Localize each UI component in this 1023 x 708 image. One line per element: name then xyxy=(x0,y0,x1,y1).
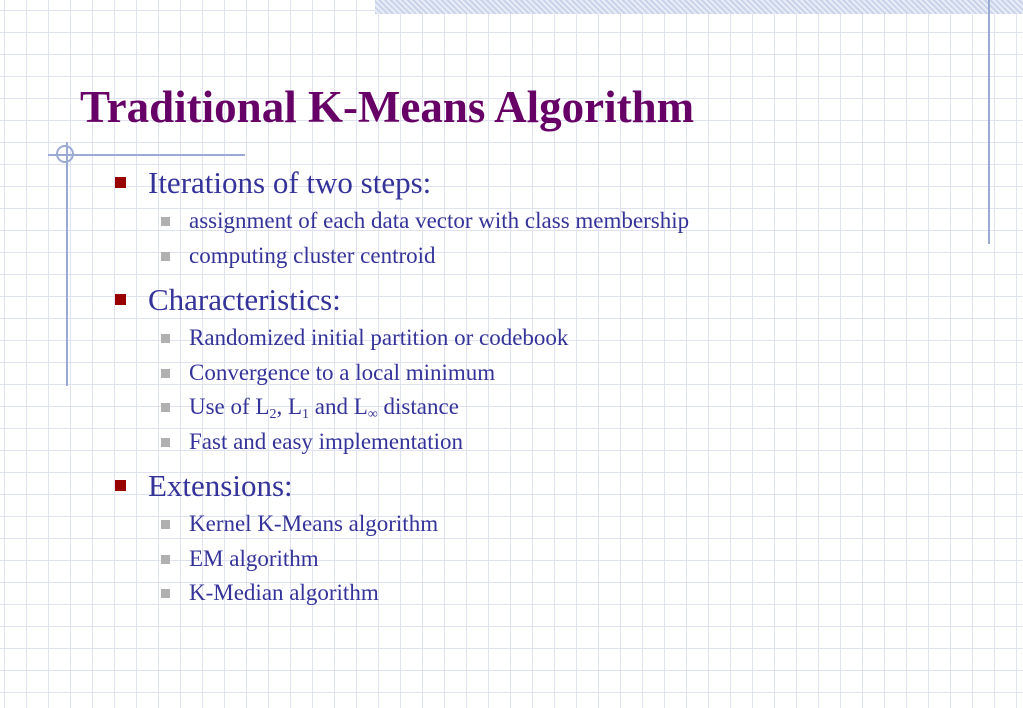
slide-body xyxy=(112,162,982,617)
list-item-distance xyxy=(112,390,982,425)
square-bullet-icon xyxy=(161,403,170,412)
section-extensions xyxy=(112,465,982,611)
subscript-2: 2 xyxy=(269,407,277,422)
distance-suffix: distance xyxy=(377,394,459,419)
square-bullet-icon xyxy=(161,589,170,598)
list-item xyxy=(112,204,982,239)
list-item xyxy=(112,507,982,542)
slide-title: Traditional K-Means Algorithm xyxy=(80,82,695,132)
square-bullet-icon xyxy=(161,520,170,529)
subscript-1: 1 xyxy=(302,407,310,422)
list-item xyxy=(112,576,982,611)
section-heading-text: Characteristics: xyxy=(148,282,341,317)
right-vertical-decor-line xyxy=(988,0,990,244)
list-item-text: Fast and easy implementation xyxy=(189,428,464,454)
square-bullet-icon xyxy=(115,177,126,188)
section-iterations xyxy=(112,162,982,273)
list-item-text: Kernel K-Means algorithm xyxy=(189,511,439,536)
list-item-text: Randomized initial partition or codebook xyxy=(189,325,569,350)
left-vertical-decor-line xyxy=(66,142,68,386)
square-bullet-icon xyxy=(161,438,170,447)
list-item xyxy=(112,425,982,460)
square-bullet-icon xyxy=(161,369,170,378)
square-bullet-icon xyxy=(115,294,126,305)
subscript-infinity: ∞ xyxy=(367,407,378,422)
list-item xyxy=(112,321,982,356)
square-bullet-icon xyxy=(161,555,170,564)
section-heading-text: Extensions: xyxy=(148,468,293,503)
list-item-text: EM algorithm xyxy=(189,545,319,571)
distance-mid-1: , L xyxy=(276,394,303,419)
square-bullet-icon xyxy=(161,252,170,261)
list-item xyxy=(112,239,982,274)
list-item xyxy=(112,542,982,577)
section-characteristics xyxy=(112,279,982,459)
list-item-text xyxy=(189,394,459,422)
list-item-text: assignment of each data vector with class membership xyxy=(189,208,690,233)
list-item xyxy=(112,356,982,391)
square-bullet-icon xyxy=(161,334,170,343)
section-heading xyxy=(112,162,982,204)
distance-mid-2: and L xyxy=(309,394,368,419)
section-heading xyxy=(112,465,982,507)
title-underline-decor xyxy=(48,154,245,156)
square-bullet-icon xyxy=(161,217,170,226)
top-decorative-band xyxy=(375,0,1023,14)
list-item-text: K-Median algorithm xyxy=(189,580,379,605)
list-item-text: Convergence to a local minimum xyxy=(189,359,496,385)
section-heading-text: Iterations of two steps: xyxy=(148,165,432,200)
square-bullet-icon xyxy=(115,480,126,491)
distance-prefix: Use of L xyxy=(189,394,270,419)
crosshair-circle-icon xyxy=(56,145,74,163)
section-heading xyxy=(112,279,982,321)
list-item-text: computing cluster centroid xyxy=(189,242,436,268)
